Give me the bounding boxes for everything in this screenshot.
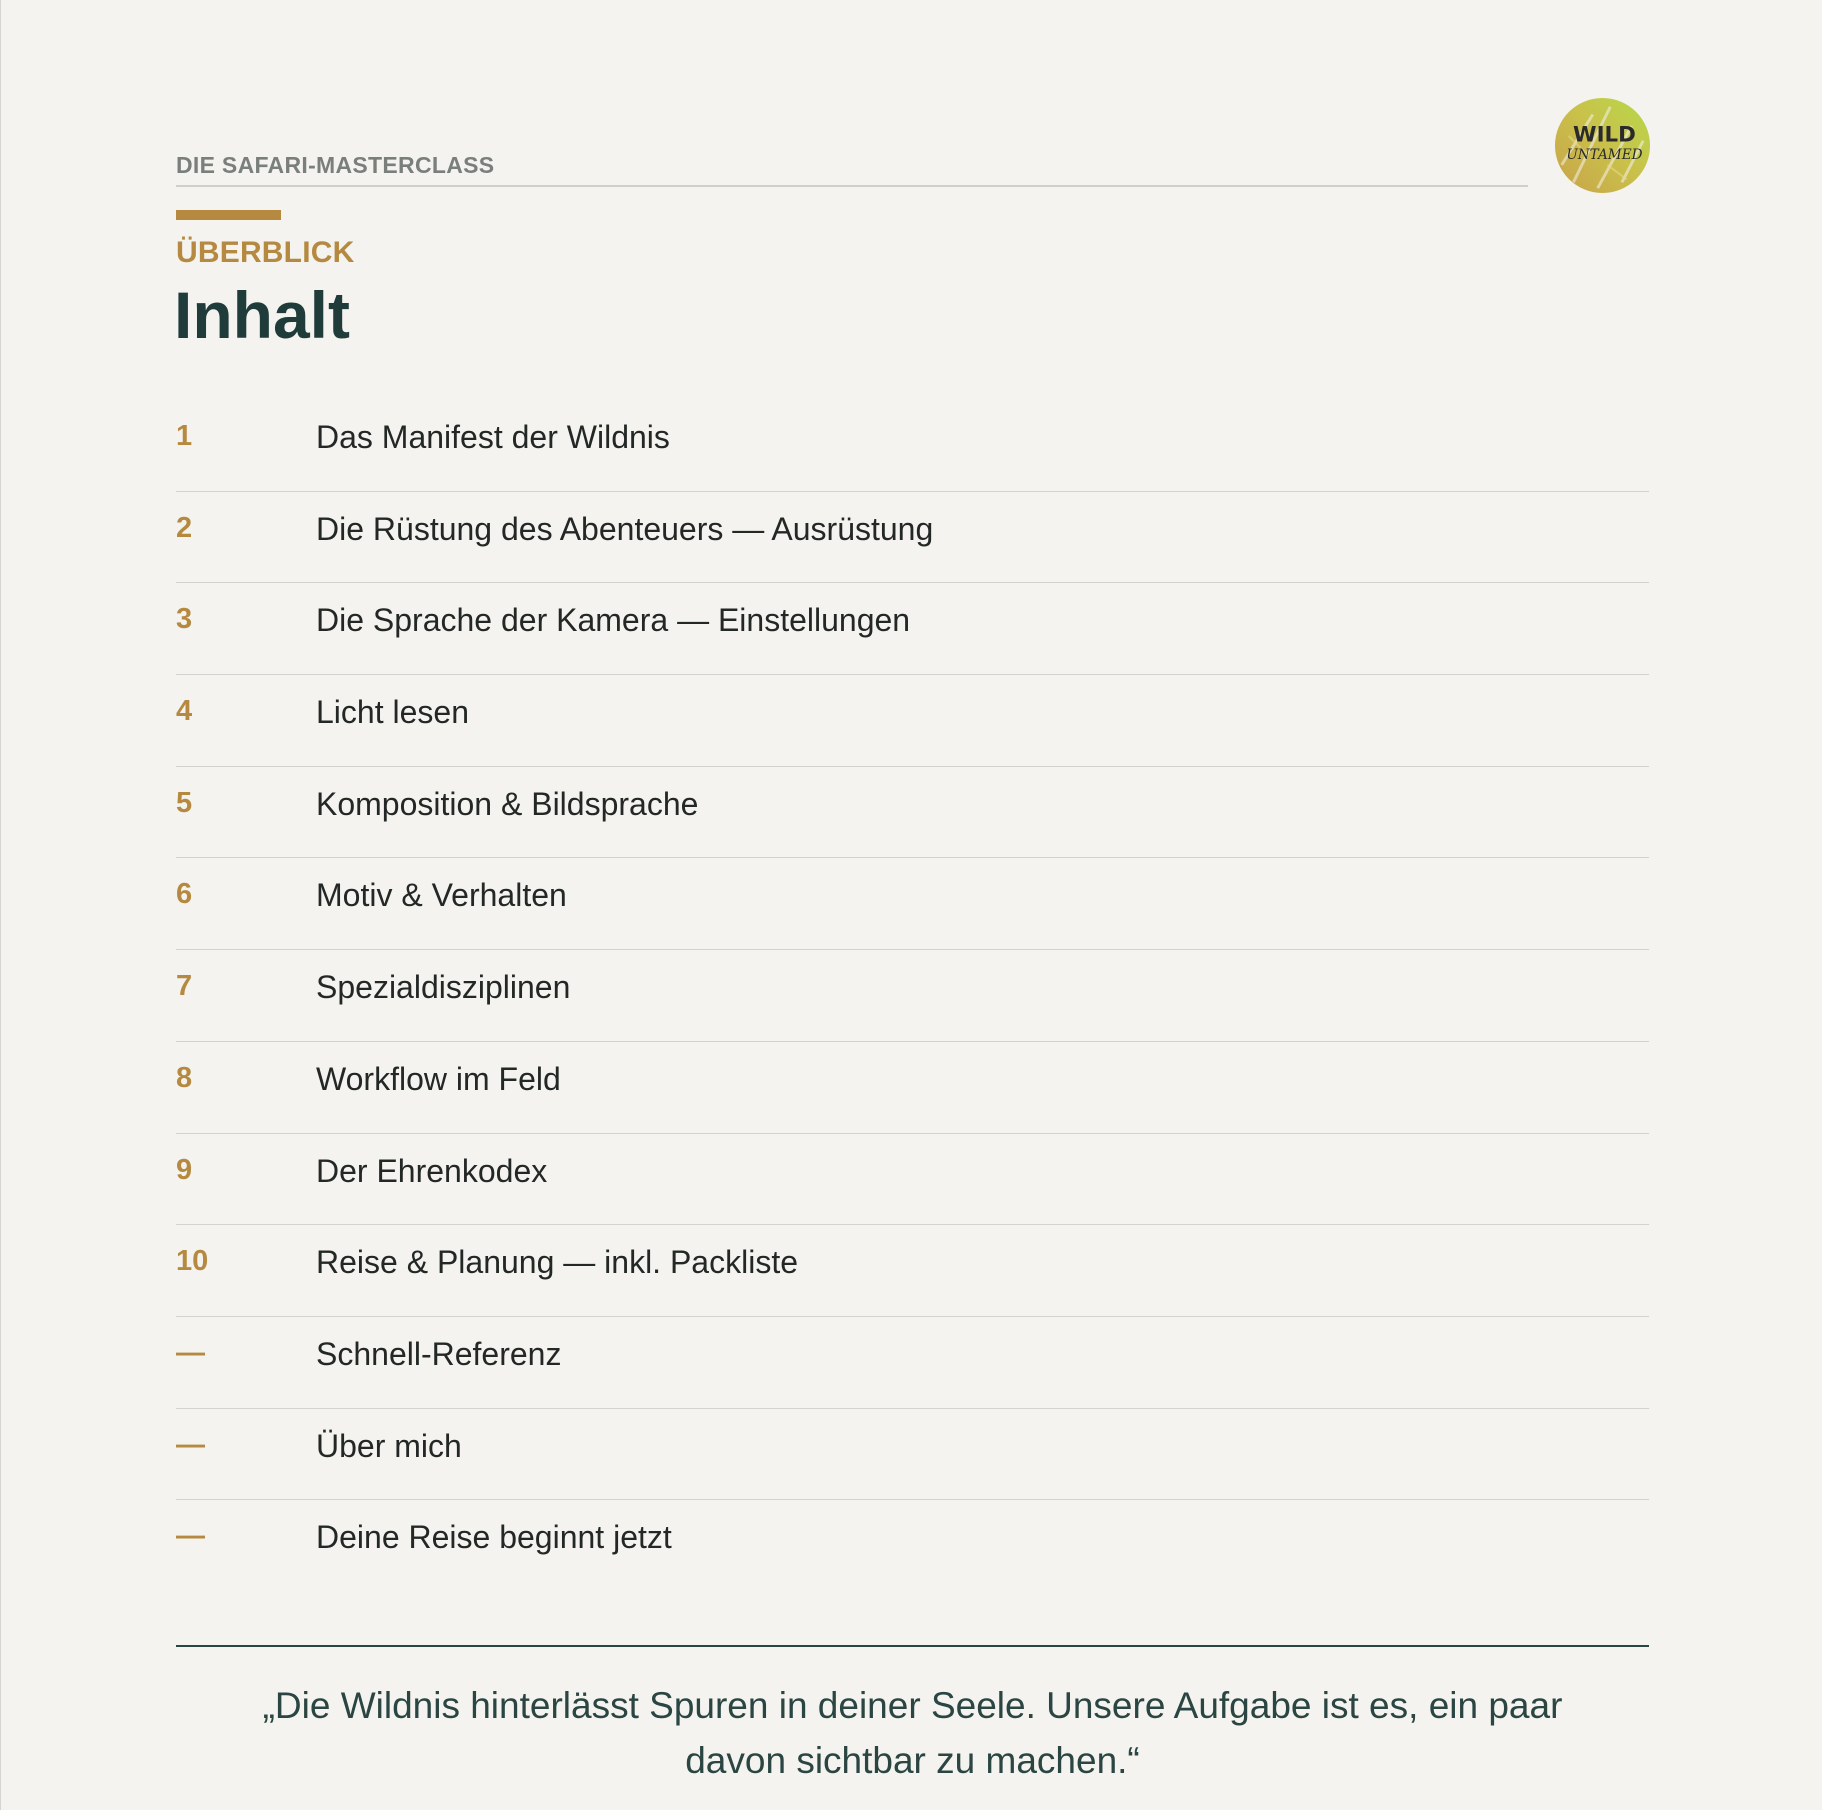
running-head: DIE SAFARI-MASTERCLASS xyxy=(176,152,495,178)
toc-entry-title[interactable]: Workflow im Feld xyxy=(316,1060,561,1097)
toc-entry-title[interactable]: Das Manifest der Wildnis xyxy=(316,419,670,455)
toc-entry[interactable] xyxy=(176,492,1649,584)
toc-entry[interactable] xyxy=(176,1225,1649,1317)
toc-entry[interactable] xyxy=(176,1134,1649,1226)
closing-quote xyxy=(176,1678,1649,1788)
toc-entry[interactable] xyxy=(176,1042,1649,1134)
page-title: Inhalt xyxy=(174,278,350,352)
toc-entry-number: 10 xyxy=(176,1245,209,1278)
toc-entry-number: 6 xyxy=(176,878,193,911)
toc-entry[interactable] xyxy=(176,1317,1649,1409)
quote-line-1: „Die Wildnis hinterlässt Spuren in deiner Seele. Unsere Aufgabe ist es, ein paar xyxy=(262,1685,1563,1726)
toc-page xyxy=(176,0,1649,1810)
toc-entry[interactable] xyxy=(176,858,1649,950)
toc-entry-title[interactable]: Spezialdisziplinen xyxy=(316,969,571,1006)
toc-entry[interactable] xyxy=(176,400,1649,492)
toc-entry-number: 3 xyxy=(176,603,193,636)
toc-entry-number: 1 xyxy=(176,420,193,452)
toc-entry-title[interactable]: Deine Reise beginnt jetzt xyxy=(316,1519,672,1556)
toc-entry-title[interactable]: Schnell-Referenz xyxy=(316,1335,562,1372)
toc-entry-title[interactable]: Reise & Planung — inkl. Packliste xyxy=(316,1244,798,1281)
toc-entry[interactable] xyxy=(176,1409,1649,1501)
toc-entry[interactable] xyxy=(176,583,1649,675)
toc-entry-number: 7 xyxy=(176,970,193,1003)
toc-entry-number: — xyxy=(176,1336,205,1369)
toc-entry-number: 9 xyxy=(176,1153,193,1186)
accent-bar xyxy=(176,210,281,220)
logo-word-wild: WILD xyxy=(1573,122,1636,148)
toc-entry-title[interactable]: Der Ehrenkodex xyxy=(316,1152,548,1189)
toc-entry-title[interactable]: Licht lesen xyxy=(316,694,469,731)
toc-entry[interactable] xyxy=(176,1500,1649,1592)
quote-divider xyxy=(176,1645,1649,1647)
toc-entry-number: 4 xyxy=(176,695,193,728)
toc-entry-number: — xyxy=(176,1520,205,1553)
toc-entry-number: 5 xyxy=(176,786,193,819)
toc-entry[interactable] xyxy=(176,675,1649,767)
toc-entry-title[interactable]: Die Sprache der Kamera — Einstellungen xyxy=(316,602,911,639)
toc-entry-number: 8 xyxy=(176,1061,193,1094)
wild-untamed-logo xyxy=(1554,97,1651,194)
logo-word-untamed: UNTAMED xyxy=(1566,147,1643,164)
table-of-contents xyxy=(176,400,1649,1592)
header-divider xyxy=(176,185,1528,187)
toc-entry-number: — xyxy=(176,1428,205,1461)
quote-line-2: davon sichtbar zu machen.“ xyxy=(685,1740,1140,1781)
toc-entry[interactable] xyxy=(176,767,1649,859)
toc-entry-title[interactable]: Über mich xyxy=(316,1427,462,1464)
toc-entry-title[interactable]: Komposition & Bildsprache xyxy=(316,785,699,822)
toc-entry-title[interactable]: Die Rüstung des Abenteuers — Ausrüstung xyxy=(316,510,934,547)
section-eyebrow: ÜBERBLICK xyxy=(176,236,355,269)
toc-entry-number: 2 xyxy=(176,511,193,544)
toc-entry-title[interactable]: Motiv & Verhalten xyxy=(316,877,567,914)
toc-entry[interactable] xyxy=(176,950,1649,1042)
